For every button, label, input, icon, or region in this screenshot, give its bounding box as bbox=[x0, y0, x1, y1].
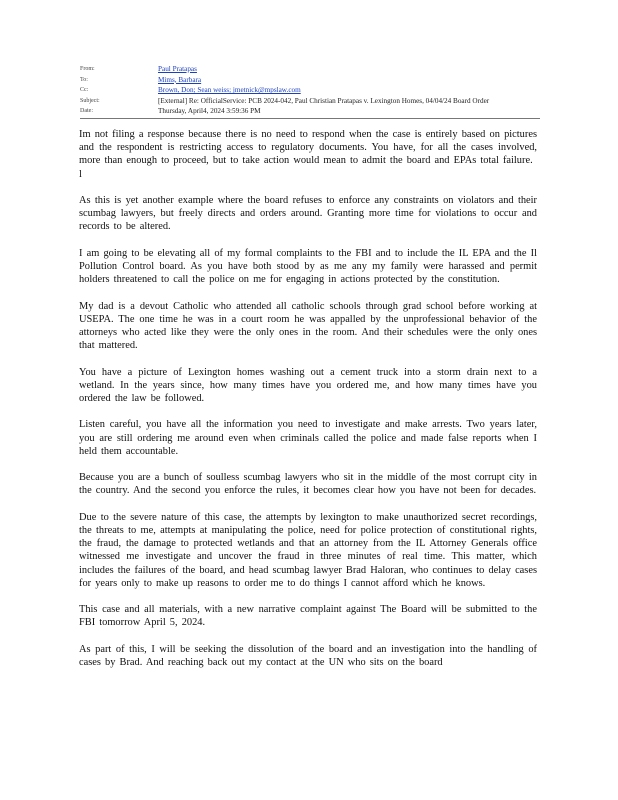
header-divider bbox=[80, 118, 540, 119]
subject-label: Subject: bbox=[80, 97, 100, 104]
date-value: Thursday, April4, 2024 3:59:36 PM bbox=[158, 107, 261, 116]
from-label: From: bbox=[80, 66, 95, 72]
cc-row bbox=[80, 85, 542, 96]
from-row bbox=[80, 64, 542, 75]
body-paragraph: This case and all materials, with a new narrative complaint against The Board will be submitted to the FBI tomorrow April 5, 2024. bbox=[79, 604, 537, 629]
email-body bbox=[79, 128, 537, 682]
body-paragraph: Im not filing a response because there is no need to respond when the case is entirely based on pictures and the respondent is restricting access to regulatory documents. You have, for all the cases involved, more than enough to proceed, but to take action would mean to admit the board and EPAs total failure. l bbox=[79, 129, 537, 180]
from-link[interactable]: Paul Pratapas bbox=[158, 65, 197, 73]
subject-value: [External] Re: OfficialService: PCB 2024-042, Paul Christian Pratapas v. Lexington Homes, 04/04/24 Board Order bbox=[158, 96, 490, 105]
body-paragraph: Listen careful, you have all the information you need to investigate and make arrests. Two years later, you are still ordering me around even when criminals called the police and made false reports when I held them accountable. bbox=[79, 419, 537, 457]
to-row bbox=[80, 75, 542, 86]
body-paragraph: My dad is a devout Catholic who attended all catholic schools through grad school before working at USEPA. The one time he was in a court room he was appalled by the unprofessional behavior of the attorneys who acted like they were the only ones in the room. And their schedules were the only ones that mattered. bbox=[79, 300, 537, 352]
cc-links[interactable]: Brown, Don; Sean weiss; jmetnick@mpslaw.com bbox=[158, 86, 301, 95]
subject-row bbox=[80, 96, 542, 107]
to-label: To: bbox=[80, 76, 88, 83]
email-header bbox=[80, 64, 542, 117]
date-label: Date: bbox=[80, 108, 93, 115]
body-paragraph: Due to the severe nature of this case, the attempts by lexington to make unauthorized secret recordings, the threats to me, attempts at manipulating the police, need for police protection of constitutional rights, the fraud, the damage to protected wetlands and that an attorney from the IL Attorney Generals office witnessed me investigate and uncover the fraud in three minutes of real time. This matter, which includes the failures of the board, and head scumbag lawyer Brad Haloran, who continues to delay cases for years only to make up reasons to order me to do things I cannot afford which he knows. bbox=[79, 511, 537, 589]
date-row bbox=[80, 106, 542, 117]
body-paragraph: Because you are a bunch of soulless scumbag lawyers who sit in the middle of the most corrupt city in the country. And the second you enforce the rules, it becomes clear how you have not been for decades. bbox=[79, 472, 537, 497]
body-paragraph: As part of this, I will be seeking the dissolution of the board and an investigation into the handling of cases by Brad. And reaching back out my contact at the UN who sits on the board bbox=[79, 643, 537, 668]
body-paragraph: I am going to be elevating all of my formal complaints to the FBI and to include the IL EPA and the Il Pollution Control board. As you have both stood by as me any my family were harassed and permit holders threatened to call the police on me for engaging in actions protected by the constitution. bbox=[79, 247, 537, 286]
body-paragraph: As this is yet another example where the board refuses to enforce any constraints on violators and their scumbag lawyers, but freely directs and orders around. Granting more time for violations to occur and records to be altered. bbox=[79, 195, 537, 233]
body-paragraph: You have a picture of Lexington homes washing out a cement truck into a storm drain next to a wetland. In the years since, how many times have you ordered me, and how many times have you ordered the law be followed. bbox=[79, 366, 537, 404]
cc-label: Cc: bbox=[80, 87, 89, 94]
to-link[interactable]: Mims, Barbara bbox=[158, 75, 202, 84]
